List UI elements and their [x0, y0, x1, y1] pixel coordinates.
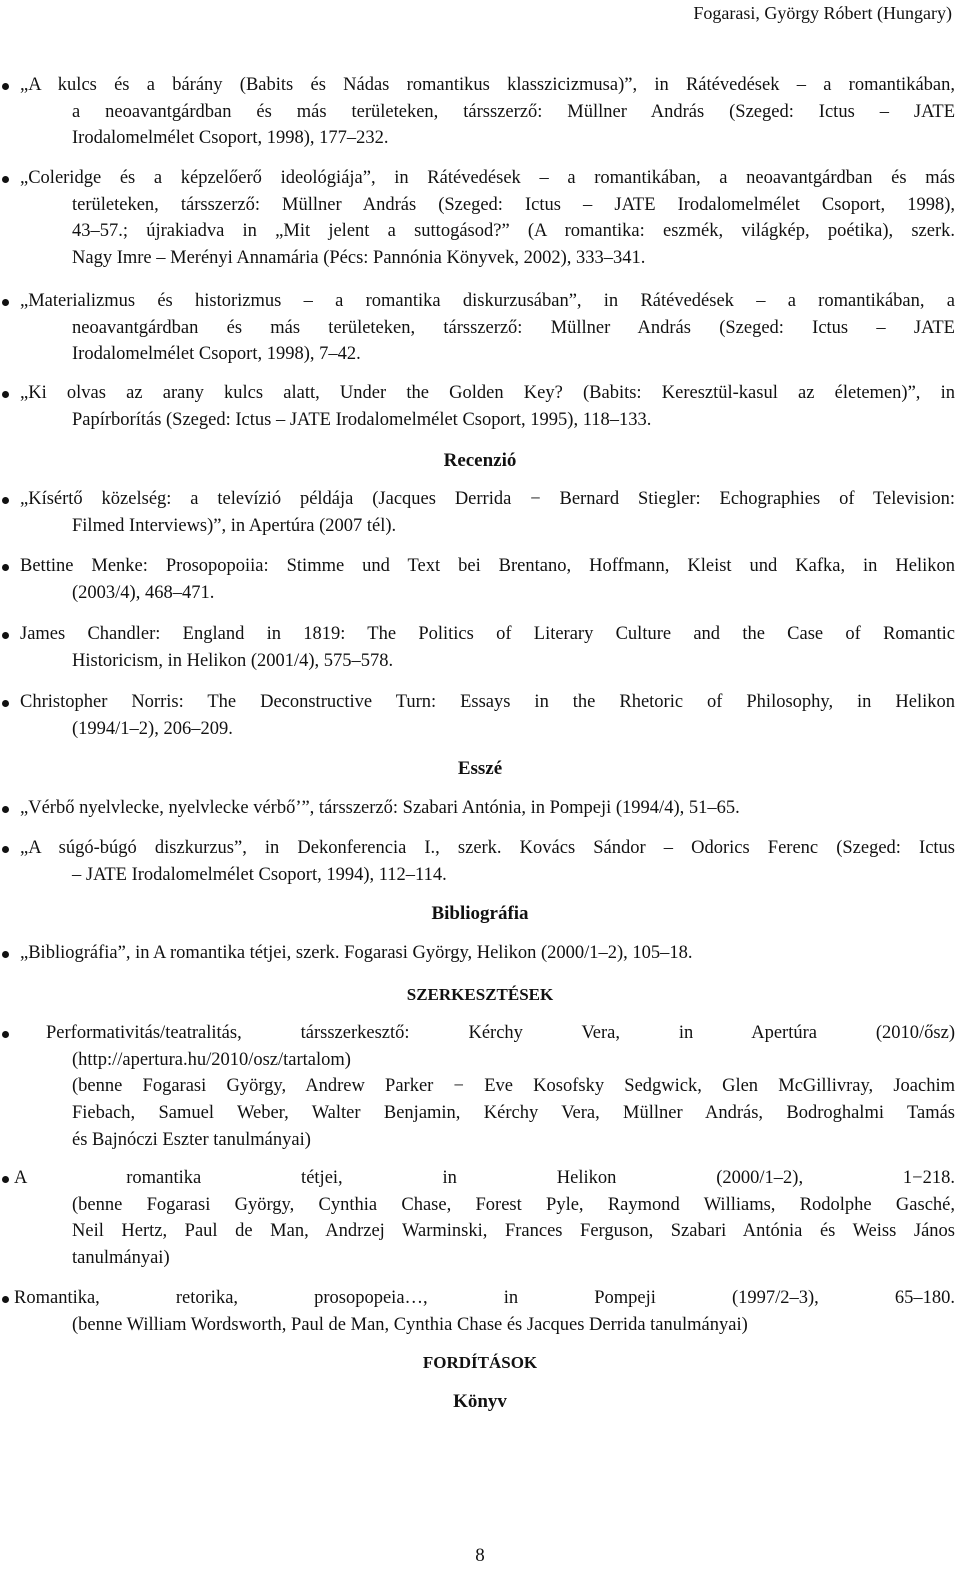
bullet-icon	[2, 1031, 9, 1038]
page-header-author: Fogarasi, György Róbert (Hungary)	[693, 3, 952, 23]
item-line: „A súgó-búgó diszkurzus”, in Dekonferencia I., szerk. Kovács Sándor – Odorics Ferenc (Szeged: Ictus	[20, 838, 955, 858]
item-line: Nagy Imre – Merényi Annamária (Pécs: Pannónia Könyvek, 2002), 333–341.	[72, 248, 646, 269]
item-line: „Bibliográfia”, in A romantika tétjei, szerk. Fogarasi György, Helikon (2000/1–2), 105–18.	[20, 943, 693, 963]
bullet-icon	[2, 806, 9, 813]
item-line: (2003/4), 468–471.	[72, 582, 215, 603]
bullet-icon	[2, 846, 9, 853]
section-heading-konyv: Könyv	[453, 1391, 507, 1412]
section-heading-recenzio: Recenzió	[443, 450, 517, 471]
item-line: Fiebach, Samuel Weber, Walter Benjamin, Kérchy Vera, Müllner András, Bodroghalmi Tamás	[72, 1103, 955, 1124]
item-line: Historicism, in Helikon (2001/4), 575–578.	[72, 650, 394, 671]
item-line: – JATE Irodalomelmélet Csoport, 1994), 112–114.	[72, 864, 447, 885]
item-line: (benne Fogarasi György, Cynthia Chase, Forest Pyle, Raymond Williams, Rodolphe Gasché,	[72, 1194, 955, 1215]
section-heading-forditasok: FORDÍTÁSOK	[422, 1353, 538, 1372]
bullet-icon	[2, 951, 9, 958]
item-line: „A kulcs és a bárány (Babits és Nádas romantikus klasszicizmusa)”, in Rátévedések – a romantikában,	[20, 75, 955, 95]
item-line: Performativitás/teatralitás, társszerkesztő: Kérchy Vera, in Apertúra (2010/ősz)	[46, 1023, 955, 1043]
item-line: Irodalomelmélet Csoport, 1998), 7–42.	[72, 344, 361, 365]
item-line: Christopher Norris: The Deconstructive Turn: Essays in the Rhetoric of Philosophy, in Helikon	[20, 692, 955, 712]
item-line: és Bajnóczi Eszter tanulmányai)	[72, 1129, 311, 1150]
bullet-icon	[2, 299, 9, 306]
bullet-icon	[2, 700, 9, 707]
item-line: Neil Hertz, Paul de Man, Andrzej Warminski, Frances Ferguson, Szabari Antónia és Weiss János	[72, 1221, 955, 1242]
bullet-icon	[2, 83, 9, 90]
item-line: „Vérbő nyelvlecke, nyelvlecke vérbő’”, társszerző: Szabari Antónia, in Pompeji (1994/4), 51–65.	[20, 798, 740, 818]
section-heading-szerkesztesek: SZERKESZTÉSEK	[406, 985, 554, 1004]
item-line: a neoavantgárdban és más területeken, társszerző: Müllner András (Szeged: Ictus – JATE	[72, 101, 955, 122]
item-line: tanulmányai)	[72, 1248, 170, 1269]
item-line: James Chandler: England in 1819: The Politics of Literary Culture and the Case of Romantic	[20, 624, 955, 644]
item-line: Bettine Menke: Prosopopoiia: Stimme und Text bei Brentano, Hoffmann, Kleist und Kafka, in Helikon	[20, 556, 955, 576]
item-line: neoavantgárdban és más területeken, társszerző: Müllner András (Szeged: Ictus – JATE	[72, 317, 955, 338]
section-heading-bibliografia: Bibliográfia	[431, 903, 529, 924]
item-line: (benne Fogarasi György, Andrew Parker − Eve Kosofsky Sedgwick, Glen McGillivray, Joachim	[72, 1076, 955, 1097]
section-heading-essze: Esszé	[457, 758, 503, 779]
item-line: (benne William Wordsworth, Paul de Man, Cynthia Chase és Jacques Derrida tanulmányai)	[72, 1314, 748, 1335]
bullet-icon	[2, 1296, 9, 1303]
item-line: (http://apertura.hu/2010/osz/tartalom)	[72, 1049, 351, 1070]
page-number: 8	[475, 1545, 485, 1566]
bullet-icon	[2, 391, 9, 398]
item-line: „Kísértő közelség: a televízió példája (Jacques Derrida − Bernard Stiegler: Echographies of Television:	[20, 489, 955, 509]
item-line: Irodalomelmélet Csoport, 1998), 177–232.	[72, 128, 389, 149]
item-line: területeken, társszerző: Müllner András (Szeged: Ictus – JATE Irodalomelmélet Csoport, 1998),	[72, 194, 955, 215]
item-line: 43–57.; újrakiadva in „Mit jelent a suttogásod?” (A romantika: eszmék, világkép, poétika), szerk.	[72, 221, 955, 242]
item-line: „Ki olvas az arany kulcs alatt, Under the Golden Key? (Babits: Keresztül-kasul az életemen)”, in	[20, 383, 955, 403]
bullet-icon	[2, 497, 9, 504]
item-line: (1994/1–2), 206–209.	[72, 718, 233, 739]
item-line: Romantika, retorika, prosopopeia…, in Pompeji (1997/2–3), 65–180.	[14, 1288, 955, 1308]
item-line: A romantika tétjei, in Helikon (2000/1–2), 1−218.	[14, 1168, 955, 1188]
item-line: Papírborítás (Szeged: Ictus – JATE Irodalomelmélet Csoport, 1995), 118–133.	[72, 409, 652, 430]
bullet-icon	[2, 1176, 9, 1183]
bullet-icon	[2, 632, 9, 639]
bullet-icon	[2, 176, 9, 183]
item-line: Filmed Interviews)”, in Apertúra (2007 tél).	[72, 515, 397, 536]
item-line: „Coleridge és a képzelőerő ideológiája”, in Rátévedések – a romantikában, a neoavantgárdban és más	[20, 168, 955, 188]
item-line: „Materializmus és historizmus – a romantika diskurzusában”, in Rátévedések – a romantikában, a	[20, 291, 955, 311]
bullet-icon	[2, 564, 9, 571]
